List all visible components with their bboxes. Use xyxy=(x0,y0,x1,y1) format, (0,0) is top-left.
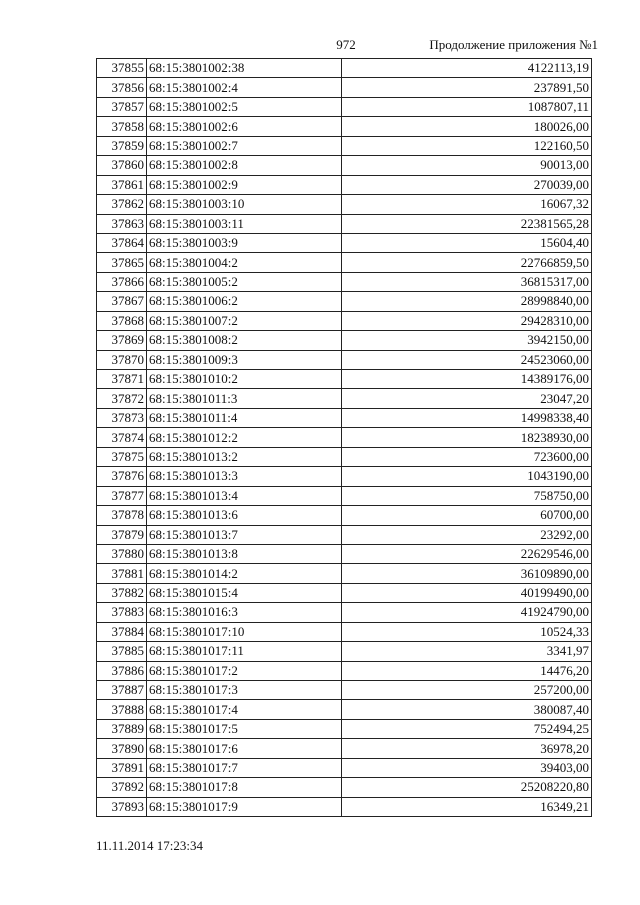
cadastral-number: 68:15:3801011:4 xyxy=(147,408,342,427)
row-number: 37887 xyxy=(97,681,147,700)
row-number: 37881 xyxy=(97,564,147,583)
row-number: 37892 xyxy=(97,778,147,797)
cadastral-number: 68:15:3801003:10 xyxy=(147,195,342,214)
table-row xyxy=(97,428,592,447)
cadastral-number: 68:15:3801002:4 xyxy=(147,78,342,97)
table-row xyxy=(97,233,592,252)
register-table-body xyxy=(97,59,592,817)
row-number: 37878 xyxy=(97,506,147,525)
cadastral-number: 68:15:3801016:3 xyxy=(147,603,342,622)
cadastral-number: 68:15:3801012:2 xyxy=(147,428,342,447)
cadastral-number: 68:15:3801017:11 xyxy=(147,642,342,661)
cadastral-number: 68:15:3801010:2 xyxy=(147,370,342,389)
table-row xyxy=(97,350,592,369)
cadastral-number: 68:15:3801017:3 xyxy=(147,681,342,700)
cadastral-value: 752494,25 xyxy=(342,719,592,738)
row-number: 37876 xyxy=(97,467,147,486)
table-row xyxy=(97,642,592,661)
cadastral-value: 25208220,80 xyxy=(342,778,592,797)
table-row xyxy=(97,253,592,272)
table-row xyxy=(97,117,592,136)
table-row xyxy=(97,583,592,602)
row-number: 37889 xyxy=(97,719,147,738)
cadastral-value: 3341,97 xyxy=(342,642,592,661)
cadastral-value: 39403,00 xyxy=(342,758,592,777)
row-number: 37863 xyxy=(97,214,147,233)
row-number: 37886 xyxy=(97,661,147,680)
table-row xyxy=(97,603,592,622)
cadastral-value: 122160,50 xyxy=(342,136,592,155)
cadastral-number: 68:15:3801014:2 xyxy=(147,564,342,583)
cadastral-value: 41924790,00 xyxy=(342,603,592,622)
table-row xyxy=(97,292,592,311)
cadastral-number: 68:15:3801008:2 xyxy=(147,331,342,350)
table-row xyxy=(97,700,592,719)
row-number: 37883 xyxy=(97,603,147,622)
page-header-title: Продолжение приложения №1 xyxy=(429,37,598,52)
cadastral-value: 23292,00 xyxy=(342,525,592,544)
cadastral-number: 68:15:3801002:9 xyxy=(147,175,342,194)
cadastral-number: 68:15:3801017:6 xyxy=(147,739,342,758)
row-number: 37867 xyxy=(97,292,147,311)
row-number: 37866 xyxy=(97,272,147,291)
table-row xyxy=(97,564,592,583)
cadastral-number: 68:15:3801007:2 xyxy=(147,311,342,330)
cadastral-value: 758750,00 xyxy=(342,486,592,505)
cadastral-number: 68:15:3801017:4 xyxy=(147,700,342,719)
cadastral-value: 1043190,00 xyxy=(342,467,592,486)
cadastral-value: 22629546,00 xyxy=(342,544,592,563)
table-row xyxy=(97,311,592,330)
table-row xyxy=(97,525,592,544)
cadastral-number: 68:15:3801017:8 xyxy=(147,778,342,797)
table-row xyxy=(97,272,592,291)
cadastral-value: 36109890,00 xyxy=(342,564,592,583)
cadastral-value: 237891,50 xyxy=(342,78,592,97)
cadastral-value: 1087807,11 xyxy=(342,97,592,116)
table-row xyxy=(97,408,592,427)
cadastral-value: 90013,00 xyxy=(342,156,592,175)
cadastral-number: 68:15:3801005:2 xyxy=(147,272,342,291)
table-row xyxy=(97,389,592,408)
cadastral-value: 23047,20 xyxy=(342,389,592,408)
row-number: 37856 xyxy=(97,78,147,97)
cadastral-value: 723600,00 xyxy=(342,447,592,466)
table-row xyxy=(97,758,592,777)
table-row xyxy=(97,486,592,505)
cadastral-number: 68:15:3801013:6 xyxy=(147,506,342,525)
cadastral-value: 24523060,00 xyxy=(342,350,592,369)
table-row xyxy=(97,175,592,194)
cadastral-number: 68:15:3801009:3 xyxy=(147,350,342,369)
cadastral-number: 68:15:3801002:7 xyxy=(147,136,342,155)
cadastral-value: 4122113,19 xyxy=(342,59,592,78)
cadastral-value: 270039,00 xyxy=(342,175,592,194)
footer-timestamp: 11.11.2014 17:23:34 xyxy=(96,838,204,853)
row-number: 37868 xyxy=(97,311,147,330)
cadastral-value: 36978,20 xyxy=(342,739,592,758)
table-row xyxy=(97,156,592,175)
cadastral-value: 16067,32 xyxy=(342,195,592,214)
cadastral-number: 68:15:3801002:5 xyxy=(147,97,342,116)
table-row xyxy=(97,78,592,97)
cadastral-number: 68:15:3801003:9 xyxy=(147,233,342,252)
cadastral-value: 40199490,00 xyxy=(342,583,592,602)
row-number: 37861 xyxy=(97,175,147,194)
row-number: 37865 xyxy=(97,253,147,272)
table-row xyxy=(97,797,592,816)
row-number: 37877 xyxy=(97,486,147,505)
cadastral-number: 68:15:3801011:3 xyxy=(147,389,342,408)
cadastral-number: 68:15:3801017:7 xyxy=(147,758,342,777)
cadastral-value: 14389176,00 xyxy=(342,370,592,389)
cadastral-value: 14476,20 xyxy=(342,661,592,680)
cadastral-value: 28998840,00 xyxy=(342,292,592,311)
table-row xyxy=(97,622,592,641)
table-row xyxy=(97,136,592,155)
table-row xyxy=(97,719,592,738)
row-number: 37873 xyxy=(97,408,147,427)
cadastral-number: 68:15:3801013:8 xyxy=(147,544,342,563)
row-number: 37888 xyxy=(97,700,147,719)
cadastral-value: 18238930,00 xyxy=(342,428,592,447)
cadastral-value: 60700,00 xyxy=(342,506,592,525)
cadastral-number: 68:15:3801017:9 xyxy=(147,797,342,816)
cadastral-value: 22381565,28 xyxy=(342,214,592,233)
row-number: 37872 xyxy=(97,389,147,408)
table-row xyxy=(97,195,592,214)
cadastral-value: 14998338,40 xyxy=(342,408,592,427)
row-number: 37869 xyxy=(97,331,147,350)
cadastral-number: 68:15:3801003:11 xyxy=(147,214,342,233)
row-number: 37885 xyxy=(97,642,147,661)
cadastral-value: 180026,00 xyxy=(342,117,592,136)
row-number: 37860 xyxy=(97,156,147,175)
table-row xyxy=(97,467,592,486)
row-number: 37891 xyxy=(97,758,147,777)
cadastral-number: 68:15:3801013:7 xyxy=(147,525,342,544)
row-number: 37871 xyxy=(97,370,147,389)
register-table xyxy=(96,58,592,817)
cadastral-number: 68:15:3801017:2 xyxy=(147,661,342,680)
cadastral-number: 68:15:3801013:2 xyxy=(147,447,342,466)
cadastral-value: 257200,00 xyxy=(342,681,592,700)
cadastral-value: 16349,21 xyxy=(342,797,592,816)
cadastral-value: 22766859,50 xyxy=(342,253,592,272)
cadastral-number: 68:15:3801015:4 xyxy=(147,583,342,602)
table-row xyxy=(97,370,592,389)
table-row xyxy=(97,331,592,350)
row-number: 37882 xyxy=(97,583,147,602)
table-row xyxy=(97,506,592,525)
cadastral-number: 68:15:3801006:2 xyxy=(147,292,342,311)
row-number: 37858 xyxy=(97,117,147,136)
page-number: 972 xyxy=(336,37,356,52)
cadastral-value: 380087,40 xyxy=(342,700,592,719)
row-number: 37870 xyxy=(97,350,147,369)
table-row xyxy=(97,214,592,233)
cadastral-value: 3942150,00 xyxy=(342,331,592,350)
cadastral-number: 68:15:3801013:4 xyxy=(147,486,342,505)
row-number: 37884 xyxy=(97,622,147,641)
row-number: 37893 xyxy=(97,797,147,816)
cadastral-number: 68:15:3801017:5 xyxy=(147,719,342,738)
cadastral-value: 15604,40 xyxy=(342,233,592,252)
row-number: 37857 xyxy=(97,97,147,116)
row-number: 37864 xyxy=(97,233,147,252)
row-number: 37874 xyxy=(97,428,147,447)
row-number: 37875 xyxy=(97,447,147,466)
cadastral-value: 29428310,00 xyxy=(342,311,592,330)
cadastral-number: 68:15:3801002:6 xyxy=(147,117,342,136)
cadastral-number: 68:15:3801013:3 xyxy=(147,467,342,486)
row-number: 37880 xyxy=(97,544,147,563)
cadastral-number: 68:15:3801017:10 xyxy=(147,622,342,641)
cadastral-value: 10524,33 xyxy=(342,622,592,641)
row-number: 37855 xyxy=(97,59,147,78)
table-row xyxy=(97,544,592,563)
row-number: 37859 xyxy=(97,136,147,155)
row-number: 37862 xyxy=(97,195,147,214)
row-number: 37879 xyxy=(97,525,147,544)
cadastral-value: 36815317,00 xyxy=(342,272,592,291)
cadastral-number: 68:15:3801002:8 xyxy=(147,156,342,175)
row-number: 37890 xyxy=(97,739,147,758)
table-row xyxy=(97,661,592,680)
cadastral-number: 68:15:3801002:38 xyxy=(147,59,342,78)
table-row xyxy=(97,447,592,466)
table-row xyxy=(97,97,592,116)
cadastral-number: 68:15:3801004:2 xyxy=(147,253,342,272)
table-row xyxy=(97,681,592,700)
table-row xyxy=(97,778,592,797)
table-row xyxy=(97,739,592,758)
table-row xyxy=(97,59,592,78)
